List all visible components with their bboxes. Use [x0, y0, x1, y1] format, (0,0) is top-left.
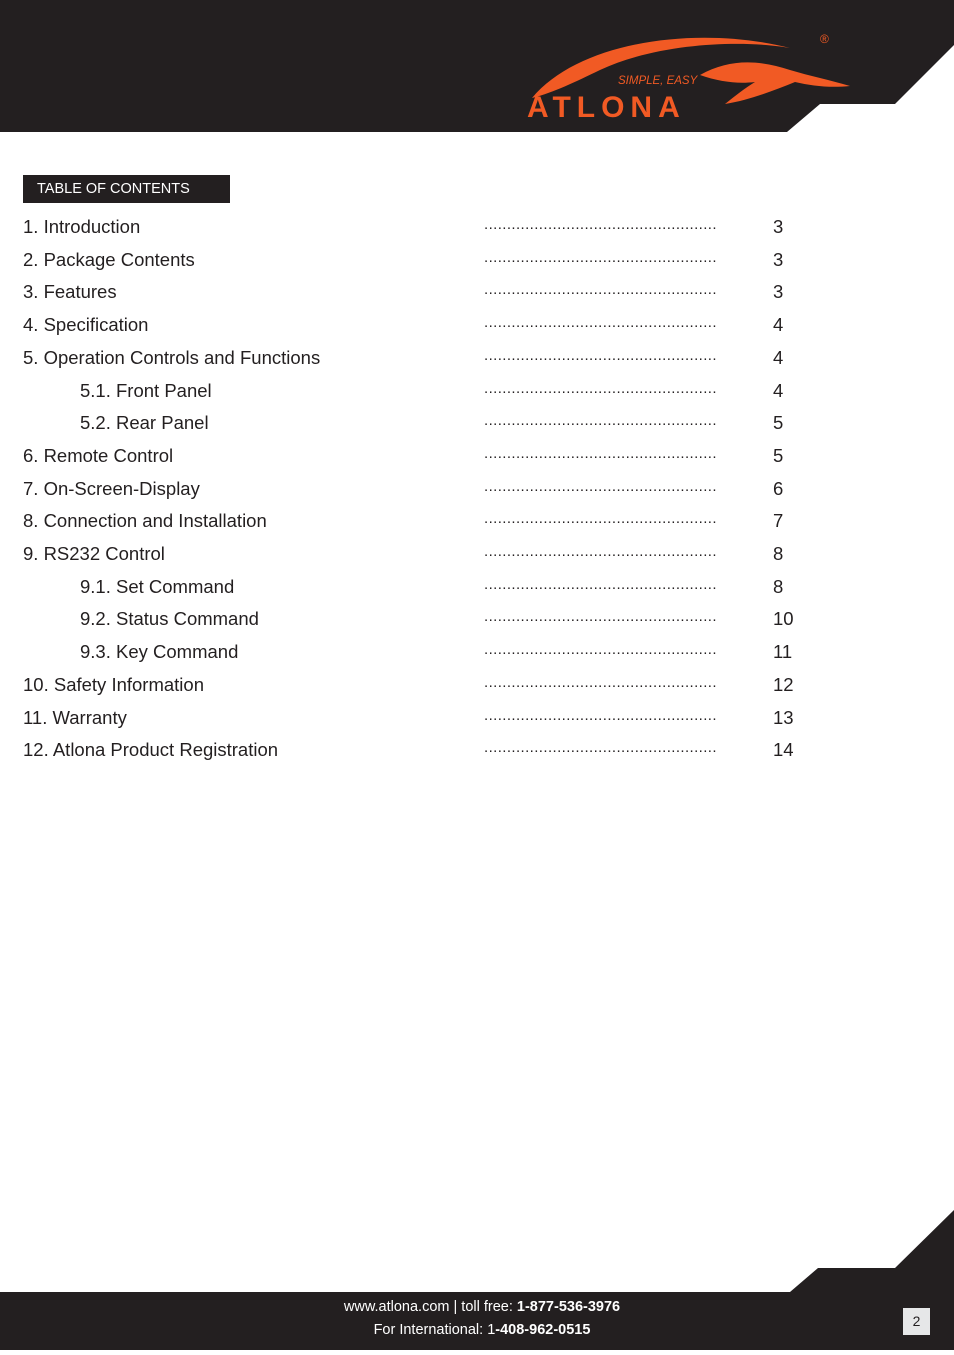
toc-entry[interactable]	[0, 537, 954, 569]
toc-entry-title: 12. Atlona Product Registration	[23, 739, 279, 761]
toc-leader-dots: ...................................................	[484, 346, 717, 364]
toc-entry-page: 11	[773, 641, 793, 663]
toc-entry[interactable]	[0, 668, 954, 700]
toc-entry-page: 13	[773, 706, 794, 728]
toc-leader-dots: ...................................................	[484, 641, 717, 659]
toc-entry-page: 14	[773, 739, 794, 761]
toc-entry[interactable]	[0, 243, 954, 275]
toc-entry-title: 1. Introduction	[23, 216, 141, 237]
toc-entry-title: 5.1. Front Panel	[80, 379, 212, 401]
toc-entry[interactable]	[0, 602, 954, 634]
toc-entry[interactable]	[0, 406, 954, 438]
toc-entry[interactable]	[0, 635, 954, 667]
toc-leader-dots: ...................................................	[484, 510, 717, 528]
footer-line-1	[0, 1296, 954, 1319]
page-header	[0, 0, 954, 132]
toc-entry-page: 3	[773, 216, 784, 237]
toc-entry[interactable]	[0, 341, 954, 373]
toc-entry-title: 11. Warranty	[23, 706, 127, 728]
toc-entry[interactable]	[0, 701, 954, 733]
toc-leader-dots: ...................................................	[484, 543, 717, 560]
toc-entry-title: 7. On-Screen-Display	[23, 477, 200, 499]
footer-contact	[0, 1296, 954, 1342]
toc-entry-title: 9. RS232 Control	[23, 543, 165, 564]
toc-entry[interactable]	[0, 308, 954, 340]
toc-entry-title: 5.2. Rear Panel	[80, 412, 209, 434]
toc-leader-dots: ...................................................	[484, 575, 717, 593]
toc-entry-page: 6	[773, 477, 784, 499]
toc-leader-dots: ...................................................	[484, 477, 717, 495]
toc-entry-title: 2. Package Contents	[23, 248, 195, 270]
logo-tagline: SIMPLE, EASY	[618, 75, 698, 87]
toc-entry-page: 5	[773, 444, 784, 466]
toc-entry-page: 4	[773, 379, 784, 401]
logo-wordmark: ATLONA	[527, 91, 686, 124]
toc-entry-title: 6. Remote Control	[23, 444, 174, 466]
page-number: 2	[903, 1308, 930, 1335]
toc-entry[interactable]	[0, 570, 954, 602]
toc-entry-title: 4. Specification	[23, 314, 149, 336]
toc-entry[interactable]	[0, 733, 954, 765]
toc-leader-dots: ...................................................	[484, 216, 717, 233]
toc-leader-dots: ...................................................	[484, 444, 717, 462]
intl-number: -408-962-0515	[495, 1322, 591, 1338]
toc-leader-dots: ...................................................	[484, 412, 717, 430]
toc-entry-page: 8	[773, 575, 784, 597]
toc-leader-dots: ...................................................	[484, 379, 717, 397]
toc-leader-dots: ...................................................	[484, 248, 717, 266]
toc-entry[interactable]	[0, 275, 954, 307]
registered-mark: ®	[820, 32, 829, 46]
toll-free-number: 1-877-536-3976	[516, 1299, 621, 1315]
toc-entry-title: 8. Connection and Installation	[23, 510, 267, 532]
toc-entry-page: 5	[773, 412, 784, 434]
toc-entry-title: 9.3. Key Command	[80, 641, 239, 663]
toc-entry-page: 3	[773, 281, 784, 303]
toc-leader-dots: ...................................................	[484, 739, 717, 757]
toc-leader-dots: ...................................................	[484, 608, 717, 626]
footer-line-2	[0, 1319, 954, 1342]
toc-leader-dots: ...................................................	[484, 673, 717, 691]
toc-entry-page: 10	[773, 608, 794, 630]
toc-leader-dots: ...................................................	[484, 314, 717, 332]
toc-entry-page: 12	[773, 673, 794, 695]
toc-entry-page: 4	[773, 346, 784, 368]
toc-entry-title: 5. Operation Controls and Functions	[23, 346, 321, 368]
toc-entry-title: 10. Safety Information	[23, 673, 204, 695]
header-band	[0, 0, 954, 132]
toc-entry-title: 9.1. Set Command	[80, 575, 235, 597]
toc-entry[interactable]	[0, 504, 954, 536]
toc-entry[interactable]	[0, 439, 954, 471]
toc-entry[interactable]	[0, 374, 954, 406]
toc-leader-dots: ...................................................	[484, 706, 717, 724]
toc-entry-page: 8	[773, 543, 784, 564]
toc-entry[interactable]	[0, 472, 954, 504]
toc-entry[interactable]	[0, 210, 954, 242]
toc-entry-page: 3	[773, 248, 784, 270]
footer-separator: | toll free:	[449, 1299, 517, 1315]
toc-heading: TABLE OF CONTENTS	[23, 175, 230, 203]
intl-label: For International: 1	[373, 1322, 496, 1338]
website-link[interactable]: www.atlona.com	[343, 1299, 450, 1315]
toc-entry-page: 4	[773, 314, 784, 336]
toc-entry-title: 3. Features	[23, 281, 117, 303]
toc-entry-page: 7	[773, 510, 784, 532]
toc-leader-dots: ...................................................	[484, 281, 717, 299]
toc-entry-title: 9.2. Status Command	[80, 608, 259, 630]
